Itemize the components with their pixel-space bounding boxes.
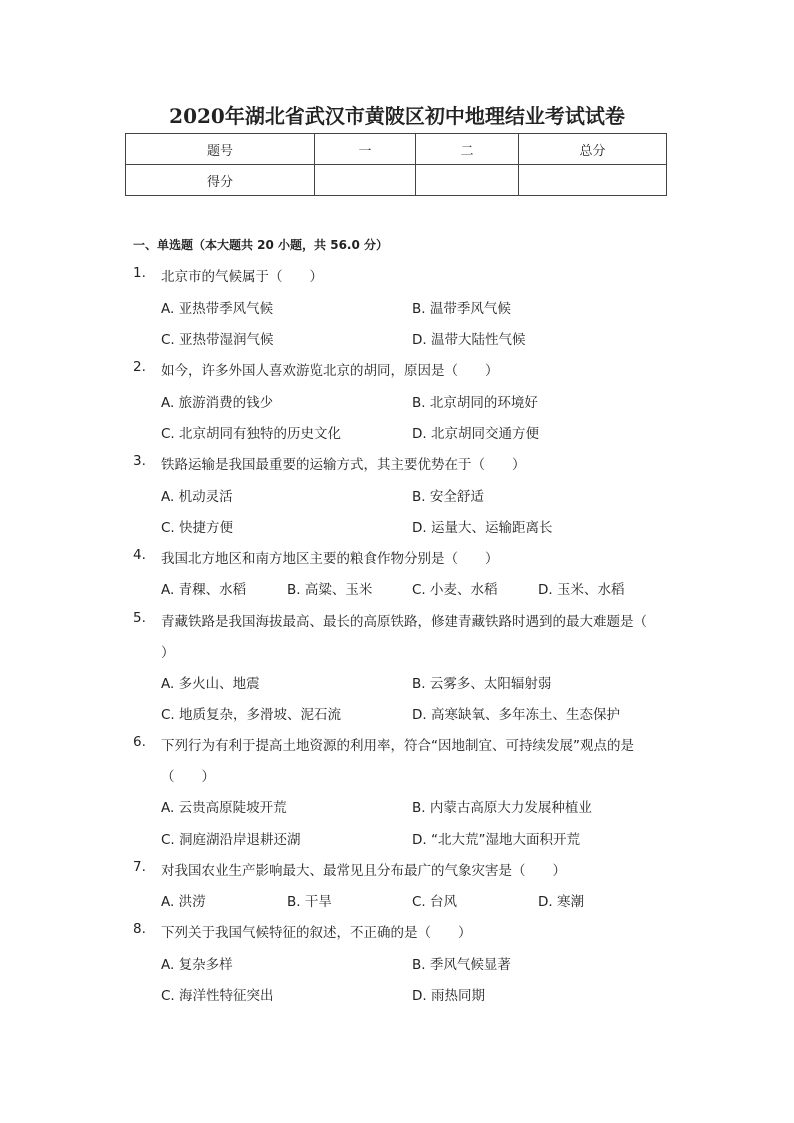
question-text: 青藏铁路是我国海拔最高、最长的高原铁路，修建青藏铁路时遇到的最大难题是（ <box>161 614 647 630</box>
option-b: B. 云雾多、太阳辐射弱 <box>412 676 552 692</box>
score-table-header-row <box>126 134 667 165</box>
header-cell-part-one: 一 <box>315 134 416 165</box>
option-c: C. 快捷方便 <box>161 520 234 536</box>
section-heading: 一、单选题（本大题共 20 小题，共 56.0 分） <box>133 238 389 252</box>
option-b: B. 温带季风气候 <box>412 301 511 317</box>
option-a: A. 旅游消费的钱少 <box>161 395 274 411</box>
option-a: A. 洪涝 <box>161 894 206 910</box>
question-text-continued: （ ） <box>161 769 215 785</box>
option-c: C. 小麦、水稻 <box>412 582 498 598</box>
option-b: B. 高粱、玉米 <box>287 582 373 598</box>
option-a: A. 青稞、水稻 <box>161 582 247 598</box>
question-number: 8. <box>133 921 146 937</box>
option-d: D. 运量大、运输距离长 <box>412 520 553 536</box>
score-table <box>125 133 667 196</box>
question-text: 如今，许多外国人喜欢游览北京的胡同，原因是（ ） <box>161 363 499 379</box>
question-text: 我国北方地区和南方地区主要的粮食作物分别是（ ） <box>161 551 499 567</box>
question-text-continued: ） <box>161 645 175 661</box>
option-c: C. 海洋性特征突出 <box>161 988 274 1004</box>
option-b: B. 季风气候显著 <box>412 957 511 973</box>
score-cell-part-one <box>315 165 416 196</box>
score-cell-part-two <box>416 165 519 196</box>
option-a: A. 云贵高原陡坡开荒 <box>161 800 287 816</box>
option-a: A. 多火山、地震 <box>161 676 260 692</box>
option-d: D. 温带大陆性气候 <box>412 332 526 348</box>
question-number: 1. <box>133 265 146 281</box>
option-b: B. 北京胡同的环境好 <box>412 395 538 411</box>
question-number: 7. <box>133 859 146 875</box>
question-text: 北京市的气候属于（ ） <box>161 269 323 285</box>
option-b: B. 安全舒适 <box>412 489 484 505</box>
option-d: D. 高寒缺氧、多年冻土、生态保护 <box>412 707 620 723</box>
score-row-label: 得分 <box>126 165 315 196</box>
option-d: D. 玉米、水稻 <box>538 582 625 598</box>
header-cell-total: 总分 <box>519 134 667 165</box>
option-c: C. 地质复杂，多滑坡、泥石流 <box>161 707 342 723</box>
option-d: D. 寒潮 <box>538 894 584 910</box>
header-cell-question-no: 题号 <box>126 134 315 165</box>
question-text: 铁路运输是我国最重要的运输方式，其主要优势在于（ ） <box>161 457 526 473</box>
score-cell-total <box>519 165 667 196</box>
option-d: D. 北京胡同交通方便 <box>412 426 539 442</box>
score-table-score-row <box>126 165 667 196</box>
header-cell-part-two: 二 <box>416 134 519 165</box>
option-a: A. 复杂多样 <box>161 957 233 973</box>
option-c: C. 台风 <box>412 894 458 910</box>
question-number: 6. <box>133 734 146 750</box>
option-b: B. 干旱 <box>287 894 332 910</box>
question-text: 对我国农业生产影响最大、最常见且分布最广的气象灾害是（ ） <box>161 863 566 879</box>
option-c: C. 洞庭湖沿岸退耕还湖 <box>161 832 301 848</box>
option-c: C. 亚热带湿润气候 <box>161 332 274 348</box>
question-number: 5. <box>133 610 146 626</box>
option-d: D. 雨热同期 <box>412 988 485 1004</box>
exam-title: 2020年湖北省武汉市黄陂区初中地理结业考试试卷 <box>169 104 625 128</box>
question-text: 下列行为有利于提高土地资源的利用率，符合“因地制宜、可持续发展”观点的是 <box>161 738 634 754</box>
question-number: 2. <box>133 359 146 375</box>
option-c: C. 北京胡同有独特的历史文化 <box>161 426 342 442</box>
option-d: D. “北大荒”湿地大面积开荒 <box>412 832 580 848</box>
option-b: B. 内蒙古高原大力发展种植业 <box>412 800 592 816</box>
option-a: A. 机动灵活 <box>161 489 233 505</box>
question-text: 下列关于我国气候特征的叙述，不正确的是（ ） <box>161 925 472 941</box>
option-a: A. 亚热带季风气候 <box>161 301 274 317</box>
question-number: 3. <box>133 453 146 469</box>
question-number: 4. <box>133 547 146 563</box>
